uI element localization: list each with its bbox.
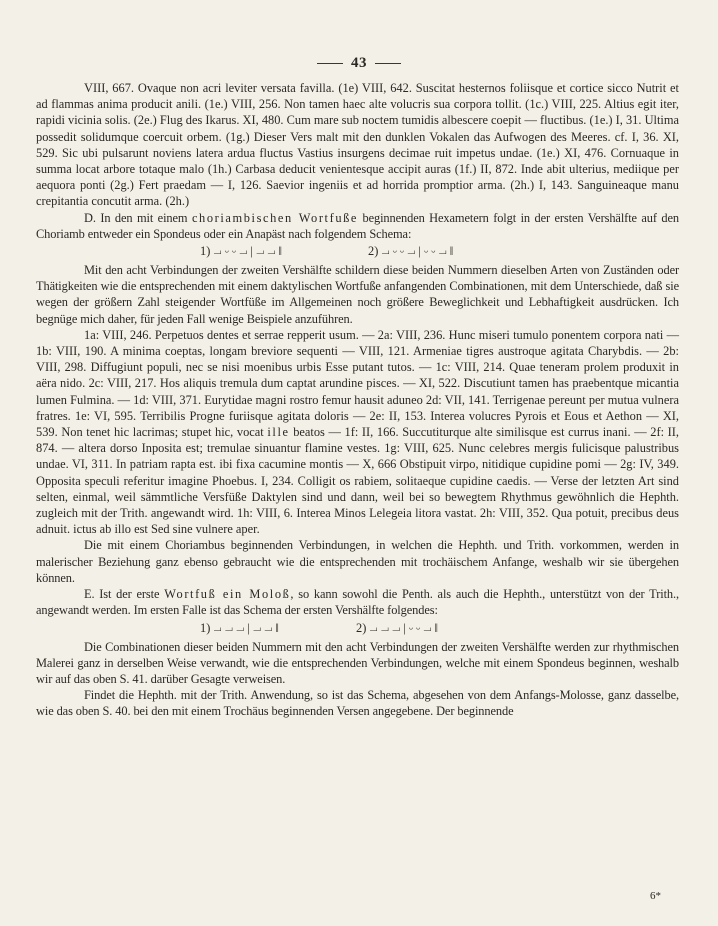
paragraph-section-e (36, 586, 679, 618)
paragraph-section-d (36, 210, 679, 242)
examples-d-emphasis: ille (267, 425, 290, 440)
metrical-scheme-d (36, 243, 679, 261)
section-e-emphasis: Wortfuß ein Moloß (164, 587, 291, 602)
section-e-text-b: , so kann sowohl die Penth. als auch die Hephth., unterstützt von der Trith., angewandt werden. Im ersten Falle ist das Schema der ersten Vershälfte folgendes: (36, 587, 680, 618)
paragraph-examples-continued: VIII, 667. Ovaque non acri leviter versata favilla. (1e) VIII, 642. Suscitat hesternos foliisque et cortice sicco Nutrit et ad flammas anima producit anili. (1e.) VIII, 256. Non tamen haec alte volucris sua corpora tollit. (1c.) VIII, 225. Altius egit iter, rapidi vicinia solis. (2e.) Flug des Ikarus. XI, 480. Cum mare sub noctem tumidis albescere coepit — fluctibus. (1e.) I, 31. Ultima possedit solidumque coercuit orbem. (1g.) Dieser Vers malt mit den dunklen Vokalen das Aufwogen des Meeres. cf. I, 36. XI, 529. Sic ubi pulsarunt noviens latera ardua fluctus Vastius insurgens decimae ruit impetus undae. (1e.) XI, 476. Cornuaque in summa locat arbore totaque malo (1h.) Carbasa deducit venientesque accipit auras (1f.) II, 872. Inde abit ulterius, mediique per aequora ponti (2g.) Fert praedam — I, 126. Saevior ingeniis et ad horrida promptior arma. (2h.) I, 143. Sanguineaque manu crepitantia concutit arma. (2h.) (36, 81, 679, 209)
section-d-emphasis: choriambischen Wortfuße (191, 210, 359, 225)
header-rule-right (375, 63, 401, 64)
header-rule-left (317, 63, 343, 64)
paragraph-examples-d (36, 327, 679, 538)
paragraph-combinations-e: Die Combinationen dieser beiden Nummern mit den acht Verbindungen der zweiten Vershälfte werden zur rhythmischen Malerei ganz in derselben Weise verwandt, wie die entsprechenden Verbindungen, welche mit einem Spondeus beginnen, weshalb wir auf das oben S. 41. darüber Gesagte verweisen. (36, 639, 679, 686)
section-e-text-a: E. Ist der erste (84, 587, 165, 602)
scheme-d-1: 1) ⏗ ⏑ ⏑ ⏗ | ⏗ ⏗ ‖ (200, 244, 283, 259)
signature-mark: 6* (650, 890, 661, 902)
section-d-text-b: beginnenden Hexametern folgt in der ersten Vershälfte auf den Choriamb entweder ein Spondeus oder ein Anapäst nach folgendem Schema: (36, 210, 679, 241)
paragraph-combinations-d: Mit den acht Verbindungen der zweiten Vershälfte schildern diese beiden Nummern dieselben Arten von Zuständen oder Thätigkeiten wie die entsprechenden mit einem daktylischen Wortfuße anfangenden Combinationen, mit dem Unterschiede, daß sie wegen der größern Zahl steigender Wortfüße im Allgemeinen noch größere Beweglichkeit und Lebhaftigkeit ausdrücken. Ich begnüge mich daher, für jeden Fall wenige Beispiele anzuführen. (36, 263, 679, 326)
page-number: 43 (351, 55, 367, 71)
examples-d-text-a: 1a: VIII, 246. Perpetuos dentes et serrae repperit usum. — 2a: VIII, 236. Hunc miseri tumulo ponentem corpora nati — 1b: VIII, 190. A minima coeptas, longam breviore sequenti — VIII, 121. Armeniae tigres austroque agitata Charybdis. — 2b: VIII, 298. Diffugiunt populi, nec se nisi moenibus urbis Esse putant tutos. — 1c: VIII, 214. Quae teneram prolem produxit in aëra nido. 2c: VIII, 217. Hos aliquis tremula dum captat arundine pisces. — XI, 522. Discutiunt tamen has praebentque micantia lumen Fulmina. — 1d: VIII, 371. Eurytidae magni rostro femur hausit aduneo 2d: VII, 141. Terrigenae pereunt per mutua vulnera fratres. 1e: VI, 595. Terribilis Progne furiisque agitata doloris — 2e: II, 153. Interea volucres Pyrois et Eous et Aethon — XI, 539. Non tenet hic lacrimas; stupet hic, vocat (36, 327, 679, 440)
section-d-text-a: D. In den mit einem (84, 210, 192, 225)
scheme-d-2: 2) ⏗ ⏑ ⏑ ⏗ | ⏑ ⏑ ⏗ ‖ (368, 244, 454, 259)
page-body (36, 80, 679, 720)
page-header (0, 55, 718, 72)
examples-d-text-b: beatos — 1f: II, 166. Succutiturque alte similisque est currus inani. — 2f: II, 874. — altera dorso Inposita est; tremulae sinuantur flamine vestes. 1g: VIII, 625. Nunc celebres mergis fulicisque palustribus undae. VI, 311. In patriam rapta est. ibi fixa cacumine montis — X, 666 Obstipuit virpo, nitidique cupidine pomi — 2g: IV, 349. Opposita speculi referitur imagine Phoebus. I, 234. Colligit os rabiem, solitaeque cupidine caedis. — Verse der letzten Art sind selten, einmal, weil sämmtliche Versfüße Daktylen sind und dann, weil bei so bewegtem Rhythmus gewöhnlich die Hephth. zugleich mit der Trith. angewandt wird. 1h: VIII, 6. Interea Minos Lelegeia litora vastat. 2h: VIII, 352. Qua potuit, precibus deus adnuit. ictus ab illo est Sed sine vulnere aper. (36, 425, 679, 537)
metrical-scheme-e (36, 620, 679, 638)
scheme-e-1: 1) ⏗ ⏗ ⏗ | ⏗ ⏗ ‖ (200, 620, 279, 635)
scheme-e-2: 2) ⏗ ⏗ ⏗ | ⏑ ⏑ ⏗ ‖ (356, 620, 439, 635)
paragraph-hephth-trith: Findet die Hephth. mit der Trith. Anwendung, so ist das Schema, abgesehen von dem Anfangs-Molosse, ganz dasselbe, wie das oben S. 40. bei den mit einem Trochäus beginnenden Versen angegebene. Der beginnende (36, 688, 679, 719)
paragraph-choriambus-note: Die mit einem Choriambus beginnenden Verbindungen, in welchen die Hephth. und Trith. vorkommen, werden in malerischer Beziehung ganz ebenso gebraucht wie die entsprechenden mit trochäischem Anfange, weshalb wir sie übergehen können. (36, 538, 679, 585)
